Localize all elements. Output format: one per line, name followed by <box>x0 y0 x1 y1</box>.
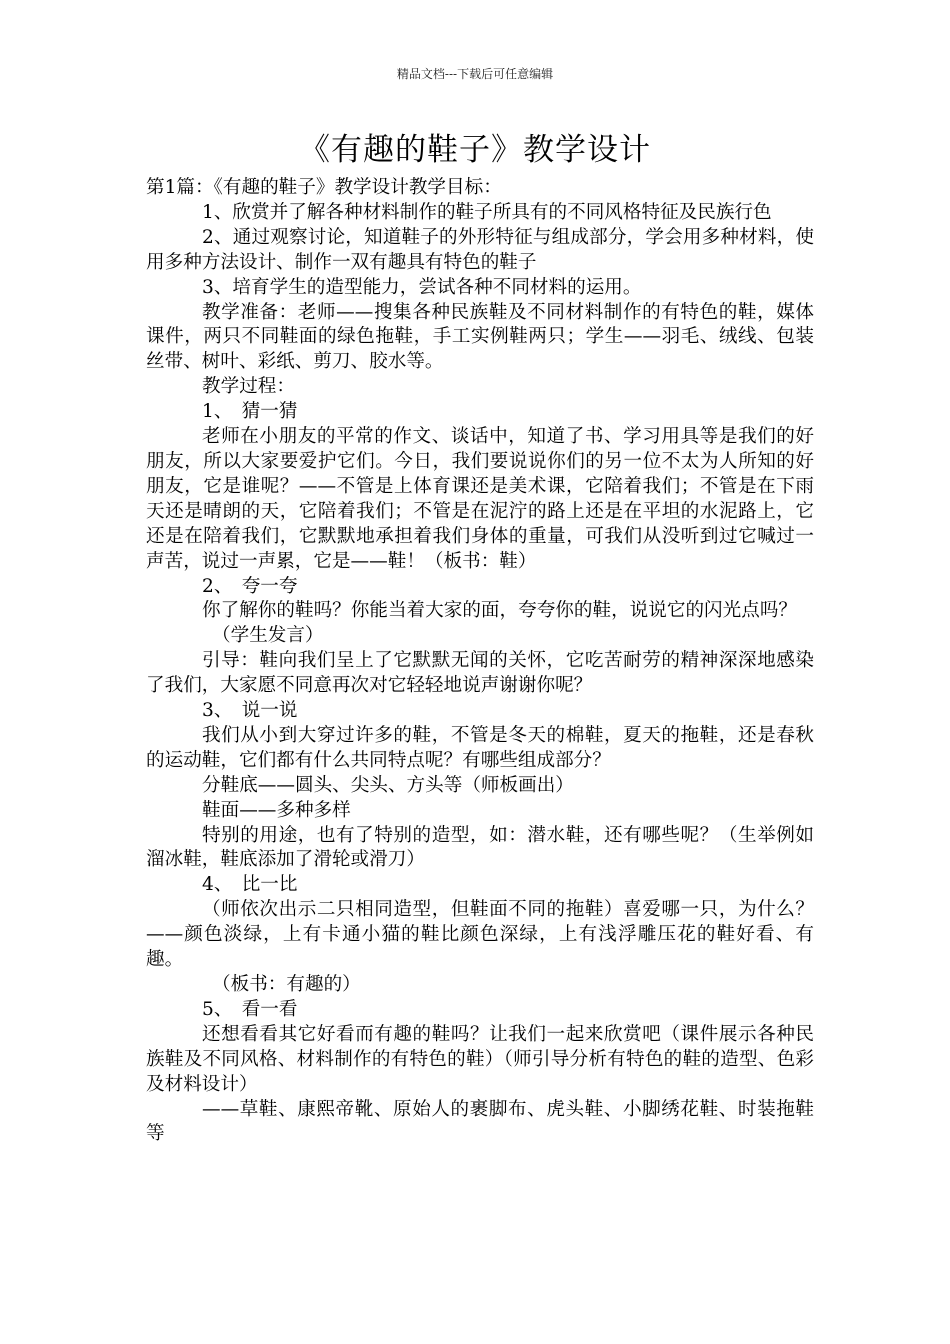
step-5-heading: 5、 看一看 <box>202 998 298 1020</box>
teaching-process-heading: 教学过程： <box>202 376 295 398</box>
objective-2: 2、通过观察讨论，知道鞋子的外形特征与组成部分，学会用多种材料，使用多种方法设计、制作一双有趣具有特色的鞋子 <box>146 226 814 273</box>
objective-1: 1、欣赏并了解各种材料制作的鞋子所具有的不同风格特征及民族行色 <box>202 201 772 223</box>
step-1-paragraph: 老师在小朋友的平常的作文、谈话中，知道了书、学习用具等是我们的好朋友，所以大家要爱护它们。今日，我们要说说你们的另一位不太为人所知的好朋友，它是谁呢？——不管是上体育课还是美术课，它陪着我们；不管是在下雨天还是晴朗的天，它陪着我们；不管是在泥泞的路上还是在平坦的水泥路上，它还是在陪着我们，它默默地承担着我们身体的重量，可我们从没听到过它喊过一声苦，说过一声累，它是——鞋！（板书：鞋） <box>146 426 814 572</box>
step-4-paragraph: （师依次出示二只相同造型，但鞋面不同的拖鞋）喜爱哪一只，为什么？——颜色淡绿，上有卡通小猫的鞋比颜色深绿，上有浅浮雕压花的鞋好看、有趣。 <box>146 899 814 971</box>
objective-3: 3、培育学生的造型能力，尝试各种不同材料的运用。 <box>202 276 642 298</box>
board-note-interesting: （板书：有趣的） <box>212 974 361 995</box>
step-3-paragraph: 我们从小到大穿过许多的鞋，不管是冬天的棉鞋，夏天的拖鞋，还是春秋的运动鞋，它们都有什么共同特点呢？有哪些组成部分？ <box>146 724 814 771</box>
teaching-preparation: 教学准备：老师——搜集各种民族鞋及不同材料制作的有特色的鞋，媒体课件，两只不同鞋面的绿色拖鞋，手工实例鞋两只；学生——羽毛、绒线、包装丝带、树叶、彩纸、剪刀、胶水等。 <box>146 301 814 373</box>
step-3-heading: 3、 说一说 <box>202 700 298 722</box>
section-heading: 第1篇：《有趣的鞋子》教学设计教学目标： <box>146 177 502 198</box>
step-2-heading: 2、 夸一夸 <box>202 575 298 597</box>
step-1-heading: 1、 猜一猜 <box>202 401 298 423</box>
step-5-paragraph: 还想看看其它好看而有趣的鞋吗？让我们一起来欣赏吧（课件展示各种民族鞋及不同风格、材料制作的有特色的鞋）（师引导分析有特色的鞋的造型、色彩及材料设计） <box>146 1023 814 1095</box>
document-title: 《有趣的鞋子》教学设计 <box>299 132 651 168</box>
shoe-examples: ——草鞋、康熙帝靴、原始人的裹脚布、虎头鞋、小脚绣花鞋、时装拖鞋等 <box>146 1098 814 1145</box>
header-watermark: 精品文档---下载后可任意编辑 <box>396 67 554 81</box>
sole-note: 分鞋底——圆头、尖头、方头等（师板画出） <box>202 774 574 796</box>
special-use-paragraph: 特别的用途，也有了特别的造型，如：潜水鞋，还有哪些呢？（生举例如溜冰鞋，鞋底添加了滑轮或滑刀） <box>146 824 814 871</box>
step-4-heading: 4、 比一比 <box>202 874 298 896</box>
step-2-paragraph: 你了解你的鞋吗？你能当着大家的面，夸夸你的鞋，说说它的闪光点吗？ <box>202 600 798 622</box>
upper-note: 鞋面——多种多样 <box>202 799 351 821</box>
student-speech-note: （学生发言） <box>212 625 324 647</box>
guidance-paragraph: 引导：鞋向我们呈上了它默默无闻的关怀，它吃苦耐劳的精神深深地感染了我们，大家愿不同意再次对它轻轻地说声谢谢你呢？ <box>146 650 814 697</box>
document-body <box>146 176 814 1147</box>
